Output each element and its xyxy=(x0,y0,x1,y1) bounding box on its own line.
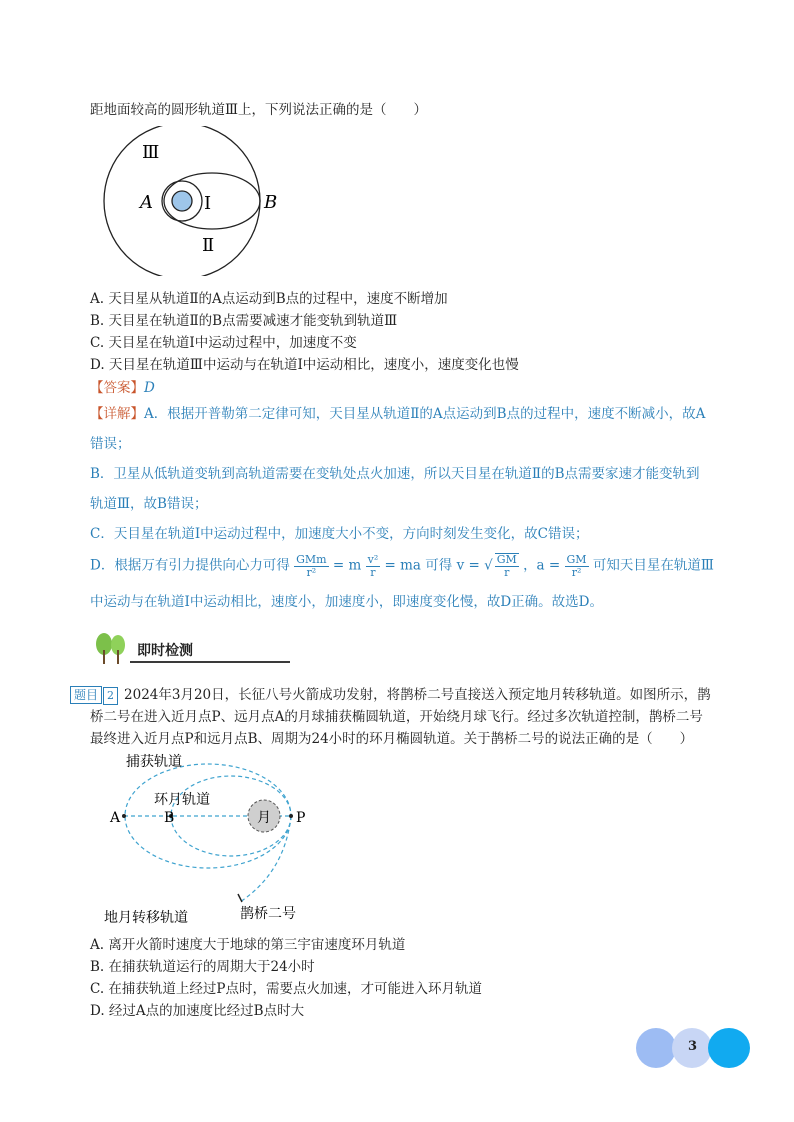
sqrt-symbol: √ xyxy=(484,557,493,574)
q1-detail-line-5: C．天目星在轨道Ⅰ中运动过程中，加速度大小不变，方向时刻发生变化，故C错误； xyxy=(90,526,589,542)
earth-icon xyxy=(172,191,192,211)
page-number-badge xyxy=(636,1027,756,1069)
fraction-gm-r2: $\frac{GM}{\text{r²}}$ xyxy=(566,552,587,579)
q2-stem-line-3: 最终进入近月点P和远月点B、周期为24小时的环月椭圆轨道。关于鹊桥二号的说法正确的是（ ） xyxy=(90,731,694,747)
label-transfer-orbit: 地月转移轨道 xyxy=(104,910,188,926)
label-point-p: P xyxy=(296,810,306,826)
label-point-a: A xyxy=(110,810,121,826)
label-probe: 鹊桥二号 xyxy=(240,906,296,922)
label-lunar-orbit: 环月轨道 xyxy=(154,792,210,808)
q2-stem-text-1: 2024年3月20日，长征八号火箭成功发射，将鹊桥二号直接送入预定地月转移轨道。如图所示，鹊 xyxy=(124,687,711,703)
q2-stem-line-1 xyxy=(74,685,711,705)
detail-text-a: A．根据开普勒第二定律可知，天目星从轨道Ⅱ的A点运动到B点的过程中，速度不断减小，故A xyxy=(144,406,706,422)
orbit-diagram-1 xyxy=(100,126,310,276)
tree-icon xyxy=(92,632,132,666)
label-orbit-one: Ⅰ xyxy=(204,193,212,214)
point-a-dot xyxy=(122,814,126,818)
label-orbit-three: Ⅲ xyxy=(142,142,160,163)
q2-stem-line-2: 桥二号在进入近月点P、远月点A的月球捕获椭圆轨道，开始绕月球飞行。经过多次轨道控制，鹊桥二号 xyxy=(90,709,703,725)
q1-option-c: C. 天目星在轨道Ⅰ中运动过程中，加速度不变 xyxy=(90,335,357,351)
section-rule xyxy=(130,661,290,663)
q1-option-d: D. 天目星在轨道Ⅲ中运动与在轨道Ⅰ中运动相比，速度小，速度变化也慢 xyxy=(90,357,519,373)
q1-stem: 距地面较高的圆形轨道Ⅲ上，下列说法正确的是（ ） xyxy=(90,102,428,118)
detail-label: 【详解】 xyxy=(90,406,144,422)
moon-label: 月 xyxy=(257,810,271,826)
fraction-v2-r: $\frac{\text{v²}}{r}$ xyxy=(367,552,379,579)
question-number: 2 xyxy=(103,687,118,705)
q1-option-a: A. 天目星从轨道Ⅱ的A点运动到B点的过程中，速度不断增加 xyxy=(90,291,448,307)
label-capture-orbit: 捕获轨道 xyxy=(126,754,182,770)
q1-detail-formula-line: D．根据万有引力提供向心力可得 $\frac{\text{GMm}}{\text{r²}}$ = m $\frac{\text{v²}}{r}$ = ma 可得 v = √ $\frac{GM}{r}$ ，a = $\frac{GM}{\text{r²}}$ 可知天目星在轨道Ⅲ xyxy=(90,552,714,579)
q2-option-c: C. 在捕获轨道上经过P点时，需要点火加速，才可能进入环月轨道 xyxy=(90,981,483,997)
answer-label: 【答案】 xyxy=(90,380,144,396)
answer-value: D xyxy=(144,380,155,396)
formula-prefix: D．根据万有引力提供向心力可得 xyxy=(90,557,290,574)
q1-detail-line-2: 错误； xyxy=(90,436,131,452)
q1-detail-line-6: 中运动与在轨道Ⅰ中运动相比，速度小，加速度小，即速度变化慢，故D正确。故选D。 xyxy=(90,594,603,610)
page-number: 3 xyxy=(688,1039,698,1054)
label-orbit-two: Ⅱ xyxy=(202,235,215,256)
q1-option-b: B. 天目星在轨道Ⅱ的B点需要减速才能变轨到轨道Ⅲ xyxy=(90,313,398,329)
question-badge: 题目 xyxy=(70,686,102,704)
q2-option-b: B. 在捕获轨道运行的周期大于24小时 xyxy=(90,959,315,975)
q2-option-d: D. 经过A点的加速度比经过B点时大 xyxy=(90,1003,305,1019)
point-p-dot xyxy=(289,814,293,818)
fraction-gmm-r2: $\frac{\text{GMm}}{\text{r²}}$ xyxy=(296,552,327,579)
q1-detail-line-1 xyxy=(90,404,705,424)
fraction-gm-r: $\frac{GM}{r}$ xyxy=(496,553,517,579)
q2-option-a: A. 离开火箭时速度大于地球的第三宇宙速度环月轨道 xyxy=(90,937,406,953)
section-header xyxy=(92,632,792,666)
q1-detail-line-3: B．卫星从低轨道变轨到高轨道需要在变轨处点火加速，所以天目星在轨道Ⅱ的B点需要家速才能变轨到 xyxy=(90,466,700,482)
q1-detail-line-4: 轨道Ⅲ，故B错误； xyxy=(90,496,208,512)
label-point-b: B xyxy=(164,810,175,826)
q1-answer xyxy=(90,378,155,398)
label-point-a: A xyxy=(140,192,153,213)
lunar-orbit-diagram xyxy=(100,752,340,932)
section-title: 即时检测 xyxy=(137,643,193,659)
label-point-b: B xyxy=(264,192,278,213)
probe-marker-icon xyxy=(238,894,242,902)
